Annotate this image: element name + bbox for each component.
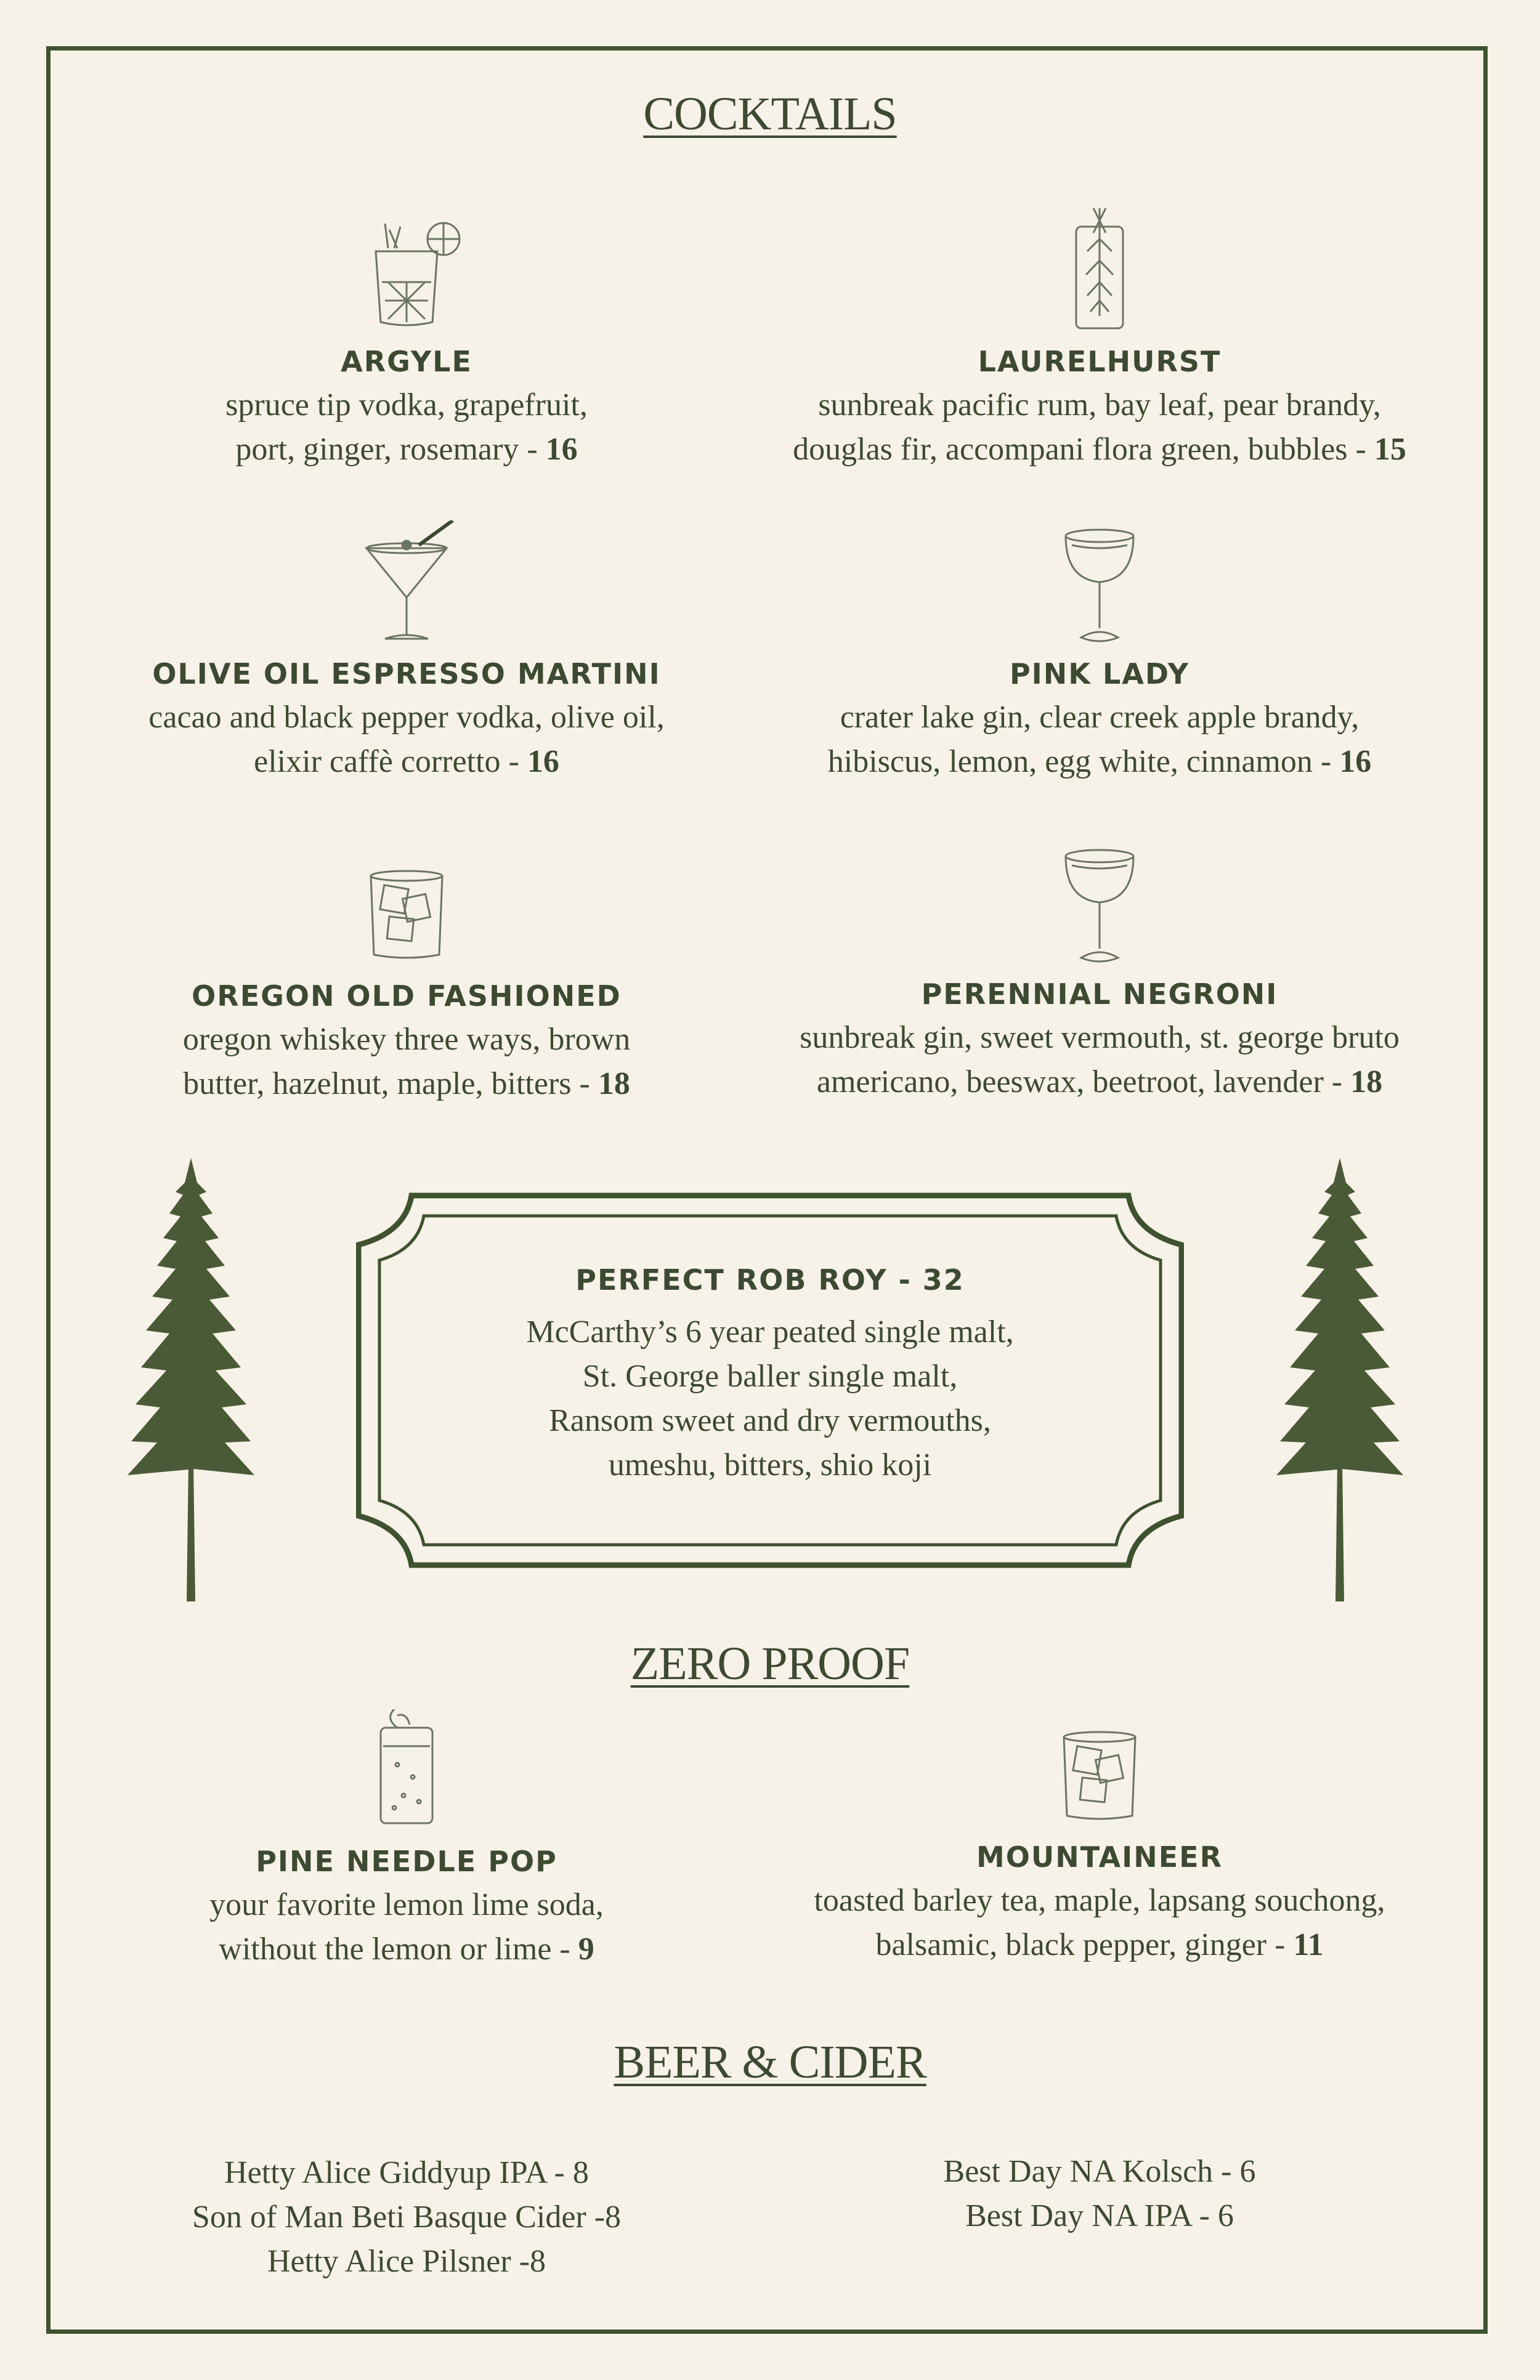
drink-price: 18 [598,1066,630,1101]
drink-description [62,695,752,784]
drink-name: OLIVE OIL ESPRESSO MARTINI [152,657,661,690]
drink-name: PINE NEEDLE POP [256,1845,557,1878]
zero-proof-heading: ZERO PROOF [630,1638,910,1690]
pine-tree-icon [1269,1158,1411,1601]
description-line: sunbreak gin, sweet vermouth, st. george bruto [800,1020,1400,1055]
drink-description [62,1018,752,1106]
description-line: cacao and black pepper vodka, olive oil, [148,700,665,735]
description-line: McCarthy’s 6 year peated single malt, [526,1314,1014,1350]
drink-price: 16 [1339,744,1372,779]
description-line: crater lake gin, clear creek apple brandy, [840,700,1360,735]
featured-drink-content [356,1263,1184,1488]
beer-item: Best Day NA Kolsch - 6 [943,2154,1256,2189]
drink-laurelhurst [755,208,1445,472]
description-line: your favorite lemon lime soda, [209,1887,604,1922]
old-fashioned-glass-icon [367,868,447,961]
rocks-glass-icon [351,221,462,331]
drink-description [755,383,1445,472]
drink-price: 18 [1350,1064,1383,1099]
beer-cider-heading: BEER & CIDER [614,2036,926,2088]
drink-price: 11 [1293,1927,1324,1962]
drink-price: 9 [578,1932,594,1967]
drink-argyle [62,221,752,472]
drink-description [62,383,752,472]
description-line: oregon whiskey three ways, brown [182,1022,631,1057]
description-line: elixir caffè corretto - [254,744,527,779]
beer-item: Son of Man Beti Basque Cider -8 [192,2200,622,2235]
coupe-glass-icon [1060,847,1140,964]
old-fashioned-glass-icon [1060,1730,1140,1822]
featured-drink-description [356,1310,1184,1488]
martini-glass-icon [354,520,459,644]
drink-name: MOUNTAINEER [976,1840,1223,1874]
beer-item: Hetty Alice Giddyup IPA - 8 [224,2155,589,2190]
drink-description [62,1883,752,1972]
drink-description [755,1016,1445,1104]
coupe-glass-icon [1060,527,1140,644]
description-line: douglas fir, accompani flora green, bubbles - [793,432,1374,467]
description-line: without the lemon or lime - [219,1932,578,1967]
drink-price: 16 [545,432,578,467]
drink-description [755,1879,1445,1967]
cocktails-heading: COCKTAILS [643,88,897,140]
description-line: americano, beeswax, beetroot, lavender - [816,1064,1351,1099]
drink-pine-needle-pop [62,1709,752,1972]
description-line: spruce tip vodka, grapefruit, [225,387,588,423]
drink-price: 16 [527,744,559,779]
description-line: port, ginger, rosemary - [235,432,546,467]
drink-description [755,695,1445,784]
drink-olive-oil-espresso-martini [62,520,752,784]
beer-item: Best Day NA IPA - 6 [965,2198,1234,2233]
highball-glass-icon [370,1709,444,1826]
beer-item: Hetty Alice Pilsner -8 [267,2244,546,2279]
description-line: St. George baller single malt, [582,1359,958,1394]
pine-tree-icon [120,1158,262,1601]
description-line: umeshu, bitters, shio koji [608,1447,932,1483]
drink-name: ARGYLE [341,345,472,378]
featured-drink-name: PERFECT ROB ROY - 32 [575,1263,965,1297]
description-line: balsamic, black pepper, ginger - [875,1927,1294,1962]
drink-name: PINK LADY [1009,657,1190,690]
drink-name: PERENNIAL NEGRONI [921,977,1278,1011]
beer-list-left [62,2151,752,2284]
drink-oregon-old-fashioned [62,868,752,1106]
description-line: toasted barley tea, maple, lapsang souchong, [814,1883,1385,1918]
drink-price: 15 [1374,432,1406,467]
featured-drink-box [356,1192,1184,1568]
beer-list-right [755,2150,1445,2238]
drink-pink-lady [755,527,1445,784]
drink-name: LAURELHURST [978,345,1222,378]
description-line: butter, hazelnut, maple, bitters - [183,1066,598,1101]
drink-mountaineer [755,1730,1445,1967]
drink-perennial-negroni [755,847,1445,1104]
collins-glass-icon [1063,208,1137,331]
drink-name: OREGON OLD FASHIONED [192,979,622,1013]
description-line: hibiscus, lemon, egg white, cinnamon - [827,744,1340,779]
description-line: Ransom sweet and dry vermouths, [549,1403,991,1438]
description-line: sunbreak pacific rum, bay leaf, pear brandy, [818,387,1381,423]
